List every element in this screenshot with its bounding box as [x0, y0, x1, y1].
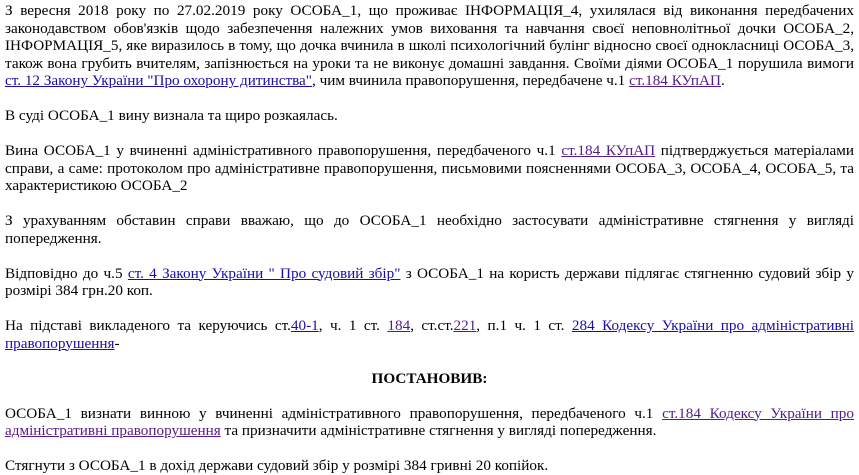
- kupap-article184-link[interactable]: ст.184 КУпАП: [629, 72, 721, 89]
- paragraph-fee-collection: [5, 457, 854, 475]
- legal-basis-text: На підставі викладеного та керуючись ст.: [5, 317, 291, 334]
- resolution-heading: ПОСТАНОВИВ:: [371, 369, 488, 387]
- fee-collection-text: Стягнути з ОСОБА_1 в дохід держави судовий збір у розмірі 384 гривні 20 копійок.: [5, 457, 549, 474]
- paragraph-verdict: [5, 405, 854, 440]
- paragraph-penalty-reasoning: [5, 212, 854, 247]
- evidence-text: Вина ОСОБА_1 у вчиненні адміністративного правопорушення, передбаченого ч.1: [5, 142, 562, 159]
- law-child-protection-article12-link[interactable]: ст. 12 Закону України "Про охорону дитинства": [5, 72, 313, 89]
- paragraph-evidence: [5, 142, 854, 195]
- legal-basis-text-5: -: [114, 334, 120, 352]
- paragraph-court-fee: [5, 265, 854, 300]
- admission-text: В суді ОСОБА_1 вину визнала та щиро розкаялась.: [5, 107, 338, 124]
- facts-text-2: , чим вчинила правопорушення, передбачене ч.1: [312, 72, 630, 89]
- kupap-article184-link[interactable]: ст.184 КУпАП: [561, 142, 656, 159]
- court-decision-document: [0, 2, 858, 475]
- code-article184-link[interactable]: ст.184 Кодексу України про адміністративні правопорушення: [5, 404, 854, 439]
- legal-basis-text-4: , п.1 ч. 1 ст.: [476, 317, 572, 334]
- article-284-code-link[interactable]: 284 Кодексу України про адміністративні правопорушення: [5, 317, 854, 352]
- paragraph-admission: [5, 107, 854, 125]
- law-court-fee-article4-link[interactable]: ст. 4 Закону України " Про судовий збір": [127, 264, 401, 282]
- court-fee-text-2: з ОСОБА_1 на користь держави підлягає стягненню судовий збір у розмірі 384 грн.20 коп.: [5, 264, 854, 299]
- legal-basis-text-2: , ч. 1 ст.: [318, 317, 388, 334]
- facts-text: З вересня 2018 року по 27.02.2019 року ОСОБА_1, що проживає ІНФОРМАЦІЯ_4, ухилялася від виконання передбачених законодавством обов'язків щодо забезпечення належних умов виховання та навчання своєї неповнолітньої дочки ОСОБА_2, ІНФОРМАЦІЯ_5, яке виразилось в тому, що дочка вчинила в школі психологічний булінг відносно своєї однокласниці ОСОБА_3, також вона грубить вчителям, запізнюється на уроки та не виконує домашні завдання. Своїми діями ОСОБА_1 порушила вимоги: [5, 2, 854, 72]
- legal-basis-text-3: , ст.ст.: [410, 317, 454, 334]
- paragraph-legal-basis: [5, 317, 854, 352]
- penalty-reasoning-text: З урахуванням обставин справи вважаю, що до ОСОБА_1 необхідно застосувати адміністративне стягнення у вигляді попередження.: [5, 212, 854, 247]
- evidence-text-2: підтверджується матеріалами справи, а саме: протоколом про адміністративне правопорушення, письмовими поясненнями ОСОБА_3, ОСОБА_4, ОСОБА_5, та характеристикою ОСОБА_2: [5, 142, 854, 194]
- facts-text-3: .: [721, 72, 725, 89]
- article-184-link[interactable]: 184: [387, 317, 411, 334]
- article-221-link[interactable]: 221: [453, 317, 477, 334]
- court-fee-text: Відповідно до ч.5: [5, 264, 128, 282]
- verdict-text: ОСОБА_1 визнати винною у вчиненні адміністративного правопорушення, передбаченого ч.1: [5, 404, 663, 422]
- paragraph-facts: [5, 2, 854, 90]
- verdict-text-2: та призначити адміністративне стягнення у вигляді попередження.: [220, 422, 657, 439]
- article-40-1-link[interactable]: 40-1: [290, 317, 319, 334]
